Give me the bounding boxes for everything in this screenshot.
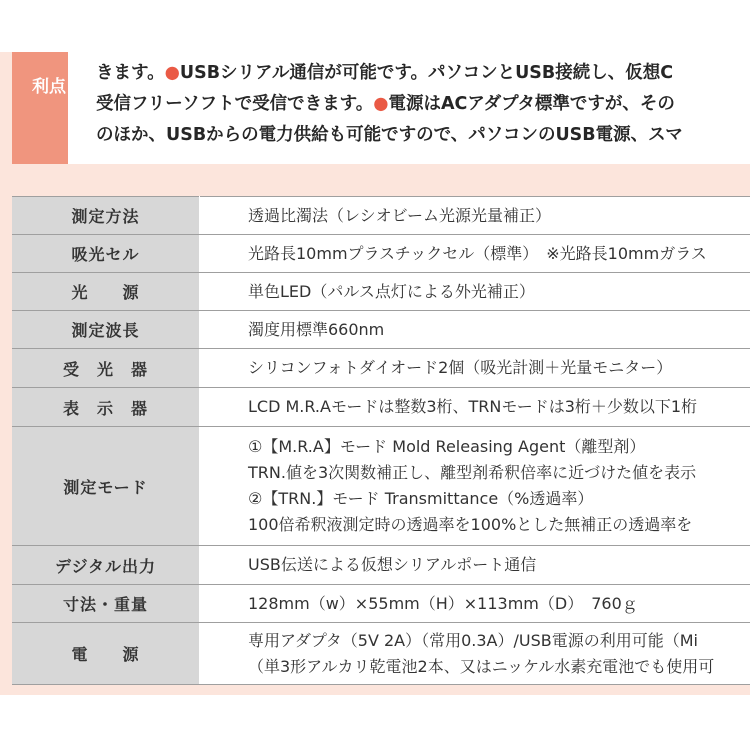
bullet-icon: ● <box>164 63 180 83</box>
row-value-line: 専用アダプタ（5V 2A）（常用0.3A）/USB電源の利用可能（Mi <box>248 630 698 650</box>
table-row <box>12 235 750 273</box>
row-label: 光 源 <box>12 273 200 311</box>
row-value <box>200 273 750 311</box>
row-value <box>200 197 750 235</box>
table-row <box>12 273 750 311</box>
table-row <box>12 349 750 388</box>
row-value-line: 単色LED（パルス点灯による外光補正） <box>248 281 535 301</box>
row-value <box>200 427 750 546</box>
features-text <box>96 58 750 151</box>
top-margin <box>0 0 750 52</box>
row-value-line: LCD M.R.Aモードは整数3桁、TRNモードは3桁＋少数以下1桁 <box>248 397 698 416</box>
row-value <box>200 349 750 388</box>
row-value-line: ①【M.R.A】モード Mold Releasing Agent（離型剤） <box>248 437 646 456</box>
bottom-margin <box>0 695 750 750</box>
row-value-line: （単3形アルカリ乾電池2本、又はニッケル水素充電池でも使用可 <box>248 656 715 676</box>
row-value <box>200 623 750 685</box>
row-value-line: 透過比濁法（レシオビーム光源光量補正） <box>248 205 551 225</box>
features-text-segment: 受信フリーソフトで受信できます。 <box>96 94 374 114</box>
features-label: 利点 <box>32 77 66 97</box>
bullet-icon: ● <box>373 94 389 114</box>
features-text-segment: USBシリアル通信が可能です。パソコンとUSB接続し、仮想C <box>179 63 674 83</box>
table-row <box>12 388 750 427</box>
row-value-line: TRN.値を3次関数補正し、離型剤希釈倍率に近づけた値を表示 <box>248 463 697 482</box>
table-row <box>12 623 750 685</box>
row-value <box>200 311 750 349</box>
row-label: 測定方法 <box>12 197 200 235</box>
row-value-line: 100倍希釈液測定時の透過率を100%とした無補正の透過率を <box>248 515 693 534</box>
row-value <box>200 585 750 623</box>
row-value <box>200 388 750 427</box>
row-label: デジタル出力 <box>12 546 200 585</box>
row-value-line: USB伝送による仮想シリアルポート通信 <box>248 555 537 574</box>
row-label: 電 源 <box>12 623 200 685</box>
features-label-tab <box>12 52 68 164</box>
features-line <box>96 58 750 89</box>
features-text-segment: 電源はACアダプタ標準ですが、その <box>388 94 675 114</box>
features-text-segment: のほか、USBからの電力供給も可能ですので、パソコンのUSB電源、スマ <box>96 125 683 145</box>
row-value <box>200 546 750 585</box>
row-label: 測定波長 <box>12 311 200 349</box>
row-value-line: シリコンフォトダイオード2個（吸光計測＋光量モニター） <box>248 358 673 377</box>
row-value-line: 濁度用標準660nm <box>248 319 385 339</box>
row-value-line: 光路長10mmプラスチックセル（標準） ※光路長10mmガラス <box>248 243 707 263</box>
row-value-line: 128mm（w）×55mm（H）×113mm（D） 760ｇ <box>248 593 638 613</box>
table-row <box>12 311 750 349</box>
features-box <box>12 52 750 164</box>
row-label: 測定モード <box>12 427 200 546</box>
table-row <box>12 197 750 235</box>
row-label: 表 示 器 <box>12 388 200 427</box>
table-row <box>12 546 750 585</box>
row-value-line: ②【TRN.】モード Transmittance（%透過率） <box>248 489 594 508</box>
row-label: 寸法・重量 <box>12 585 200 623</box>
features-line <box>96 120 750 151</box>
spec-table <box>12 196 750 685</box>
table-row <box>12 585 750 623</box>
row-label: 吸光セル <box>12 235 200 273</box>
table-row <box>12 427 750 546</box>
features-text-segment: きます。 <box>96 63 165 83</box>
row-label: 受 光 器 <box>12 349 200 388</box>
row-value <box>200 235 750 273</box>
features-line <box>96 89 750 120</box>
